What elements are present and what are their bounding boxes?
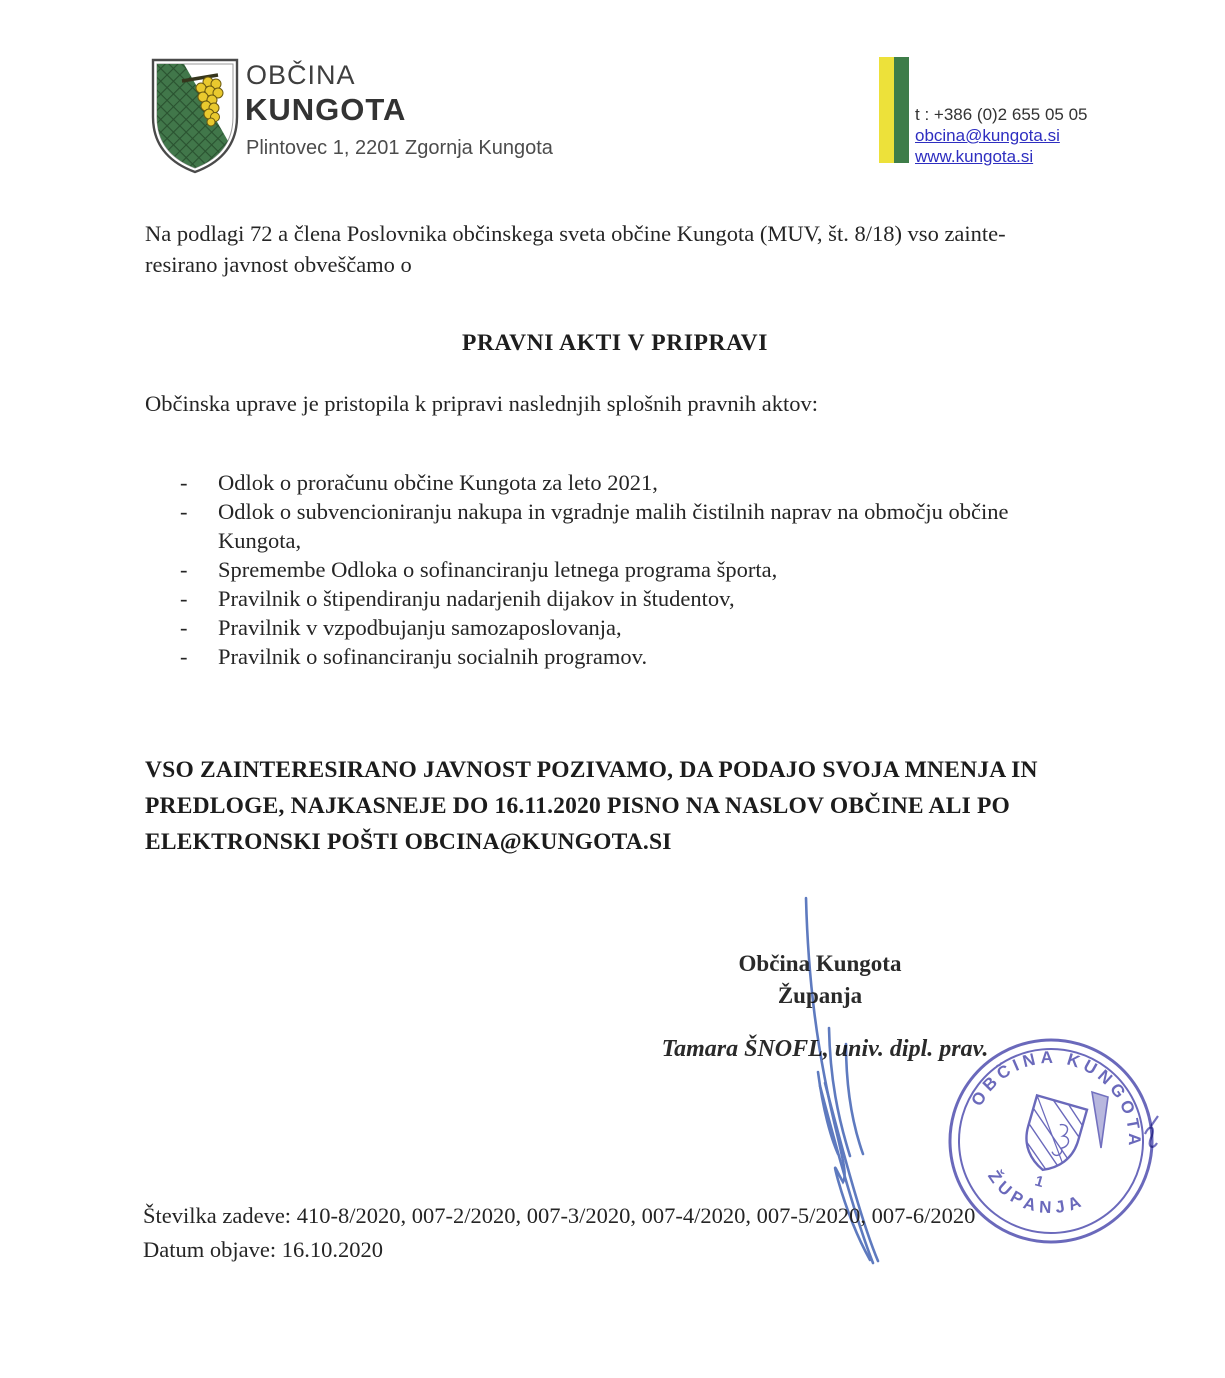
acts-list [180, 468, 1085, 671]
list-item-text: Spremembe Odloka o sofinanciranju letnega programa športa, [218, 557, 778, 582]
document-title: PRAVNI AKTI V PRIPRAVI [462, 330, 768, 356]
kungota-coat-of-arms-icon [148, 55, 242, 175]
publish-date-label: Datum objave: [143, 1237, 277, 1262]
list-dash: - [180, 615, 188, 640]
stamp-bottom-text: ŽUPANJA [984, 1167, 1089, 1218]
stripe-green [894, 57, 909, 163]
signature-role: Županja [777, 983, 863, 1008]
intro-line-1: Na podlagi 72 a člena Poslovnika občinskega sveta občine Kungota (MUV, št. 8/18) vso zainte- [145, 221, 1006, 246]
list-dash: - [180, 557, 188, 582]
publish-date-line [143, 1234, 743, 1266]
intro-line-2: resirano javnost obveščamo o [145, 252, 412, 277]
list-item [180, 468, 1085, 497]
list-item-text: Pravilnik v vzpodbujanju samozaposlovanja, [218, 615, 622, 640]
list-dash: - [180, 499, 188, 524]
org-address: Plintovec 1, 2201 Zgornja Kungota [246, 137, 553, 159]
case-number-line [143, 1200, 1143, 1232]
list-item [180, 555, 1085, 584]
publish-date-value: 16.10.2020 [281, 1237, 383, 1262]
list-item [180, 584, 1085, 613]
contact-block [915, 104, 1088, 167]
contact-email-link[interactable]: obcina@kungota.si [915, 126, 1060, 145]
list-item-text: Pravilnik o sofinanciranju socialnih programov. [218, 644, 648, 669]
list-dash: - [180, 586, 188, 611]
list-item [180, 642, 1085, 671]
list-item [180, 613, 1085, 642]
case-number-label: Številka zadeve: [143, 1203, 292, 1228]
signature-org: Občina Kungota [738, 951, 902, 976]
org-name-line2: KUNGOTA [245, 92, 407, 127]
list-dash: - [180, 470, 188, 495]
stripe-yellow [879, 57, 894, 163]
stamp-top-text: OBČINA KUNGOTA [967, 1047, 1145, 1151]
stamp-number: 1 [1032, 1172, 1046, 1192]
list-item-text: Odlok o proračunu občine Kungota za leto 2021, [218, 470, 658, 495]
signature-name: Tamara ŠNOFL, univ. dipl. prav. [661, 1036, 989, 1062]
lead-paragraph: Občinska uprave je pristopila k pripravi naslednjih splošnih pravnih aktov: [145, 391, 818, 416]
list-item-text: Pravilnik o štipendiranju nadarjenih dijakov in študentov, [218, 586, 735, 611]
contact-phone: t : +386 (0)2 655 05 05 [915, 105, 1088, 124]
contact-website-link[interactable]: www.kungota.si [915, 147, 1034, 166]
list-dash: - [180, 644, 188, 669]
brand-stripe [879, 57, 909, 163]
list-item [180, 497, 1085, 555]
org-name-line1: OBČINA [246, 60, 356, 90]
list-item-text: Odlok o subvencioniranju nakupa in vgradnje malih čistilnih naprav na območju občine Kungota, [218, 499, 1009, 553]
public-notice: VSO ZAINTERESIRANO JAVNOST POZIVAMO, DA PODAJO SVOJA MNENJA IN PREDLOGE, NAJKASNEJE DO 16.11.2020 PISNO NA NASLOV OBČINE ALI PO ELEKTRONSKI POŠTI OBCINA@KUNGOTA.SI [145, 757, 1038, 855]
case-number-values: 410-8/2020, 007-2/2020, 007-3/2020, 007-4/2020, 007-5/2020, 007-6/2020 [296, 1203, 976, 1228]
intro-paragraph [145, 218, 1105, 280]
